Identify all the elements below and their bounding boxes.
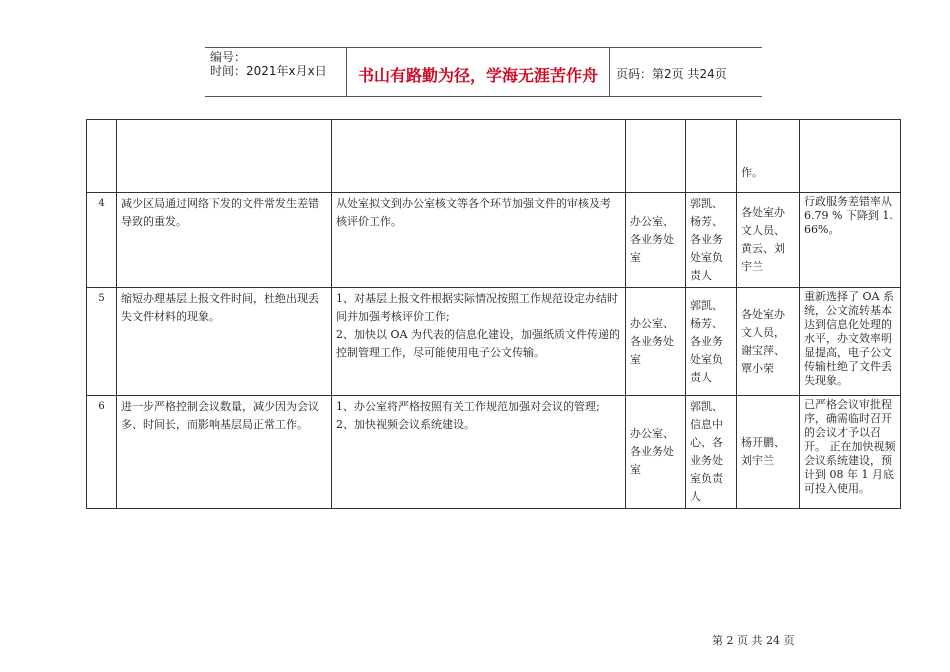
action-item: 从处室拟文到办公室核文等各个环节加强文件的审核及考核评价工作。 (336, 197, 611, 228)
table-row (87, 288, 901, 396)
header-top-rule (205, 47, 762, 48)
department-cell: 办公室、各业务处室 (626, 396, 686, 509)
row-number: 6 (87, 396, 117, 509)
department-cell: 办公室、各业务处室 (626, 193, 686, 288)
table-row (87, 396, 901, 509)
doc-time-label: 时间：2021年x月x日 (210, 64, 327, 78)
doc-number-label: 编号： (210, 50, 247, 64)
staff-cell: 作。 (737, 120, 800, 193)
staff-cell: 各处室办文人员、黄云、刘宇兰 (737, 193, 800, 288)
staff-cell: 各处室办文人员，谢宝萍、覃小荣 (737, 288, 800, 396)
action-item: 2、加快视频会议系统建设。 (336, 418, 475, 431)
header-divider (609, 47, 610, 96)
result-cell: 已严格会议审批程序，确需临时召开的会议才予以召开。 正在加快视频会议系统建设，预计到 08 年 1 月底可投入使用。 (800, 396, 901, 509)
actions-cell (332, 193, 626, 288)
work-plan-table (86, 119, 901, 509)
header-page-label: 页码：第2页 共24页 (616, 67, 727, 81)
page-footer: 第 2 页 共 24 页 (712, 634, 795, 647)
actions-cell (332, 120, 626, 193)
issue-cell (117, 120, 332, 193)
row-number: 5 (87, 288, 117, 396)
actions-cell (332, 396, 626, 509)
leader-cell: 郭凯、杨芳、各业务处室负责人 (686, 288, 737, 396)
leader-cell: 郭凯、杨芳、各业务处室负责人 (686, 193, 737, 288)
row-number: 4 (87, 193, 117, 288)
action-item: 1、办公室将严格按照有关工作规范加强对会议的管理; (336, 400, 600, 413)
department-cell: 办公室、各业务处室 (626, 288, 686, 396)
issue-cell: 减少区局通过网络下发的文件常发生差错导致的重发。 (117, 193, 332, 288)
table-row (87, 193, 901, 288)
table-row (87, 120, 901, 193)
result-cell: 行政服务差错率从 6.79 % 下降到 1.66%。 (800, 193, 901, 288)
leader-cell: 郭凯、信息中心、各业务处室负责人 (686, 396, 737, 509)
result-cell (800, 120, 901, 193)
result-cell: 重新选择了 OA 系统，公文流转基本达到信息化处理的水平，办文效率明显提高，电子公文传输杜绝了文件丢失现象。 (800, 288, 901, 396)
department-cell (626, 120, 686, 193)
header-info (210, 50, 327, 78)
header-bottom-rule (205, 96, 762, 97)
staff-cell: 杨开鹏、刘宇兰 (737, 396, 800, 509)
row-number (87, 120, 117, 193)
header-motto: 书山有路勤为径，学海无涯苦作舟 (357, 66, 598, 85)
action-item: 1、对基层上报文件根据实际情况按照工作规范设定办结时间并加强考核评价工作; (336, 292, 618, 323)
actions-cell (332, 288, 626, 396)
issue-cell: 缩短办理基层上报文件时间，杜绝出现丢失文件材料的现象。 (117, 288, 332, 396)
issue-cell: 进一步严格控制会议数量，减少因为会议多、时间长，而影响基层局正常工作。 (117, 396, 332, 509)
action-item: 2、加快以 OA 为代表的信息化建设，加强纸质文件传递的控制管理工作，尽可能使用电子公文传输。 (336, 328, 620, 359)
leader-cell (686, 120, 737, 193)
